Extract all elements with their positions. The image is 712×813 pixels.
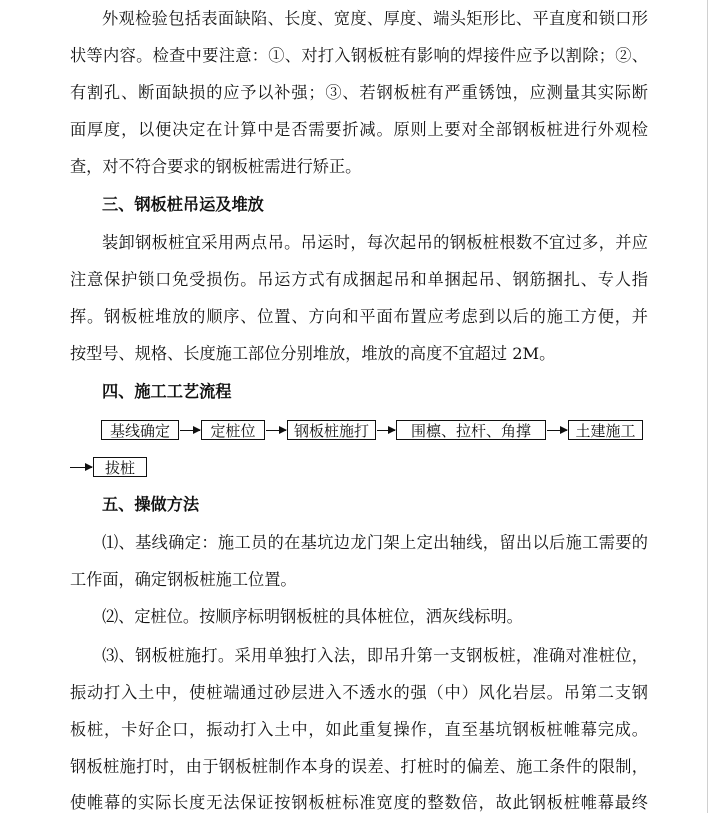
flow-arrow [547, 430, 567, 431]
paragraph-line: 查，对不符合要求的钢板桩需进行矫正。 [70, 157, 362, 176]
flow-arrow [266, 430, 286, 431]
flow-step-pile-position: 定桩位 [201, 420, 265, 440]
section-heading-4: 四、施工工艺流程 [102, 382, 232, 401]
paragraph-line: ⑵、定桩位。按顺序标明钢板桩的具体桩位，洒灰线标明。 [102, 607, 523, 626]
paragraph-line: 按型号、规格、长度施工部位分别堆放，堆放的高度不宜超过 2M。 [70, 344, 556, 363]
flow-step-civil-works: 土建施工 [568, 420, 643, 440]
paragraph-line: 注意保护锁口免受损伤。吊运方式有成捆起吊和单捆起吊、钢筋捆扎、专人指 [70, 270, 648, 289]
page-edge-divider [707, 0, 708, 813]
flow-step-driving: 钢板桩施打 [287, 420, 376, 440]
paragraph-line: 钢板桩施打时，由于钢板桩制作本身的误差、打桩时的偏差、施工条件的限制， [70, 757, 648, 776]
paragraph-line: 外观检验包括表面缺陷、长度、宽度、厚度、端头矩形比、平直度和锁口形 [102, 9, 648, 28]
paragraph-line: 装卸钢板桩宜采用两点吊。吊运时，每次起吊的钢板桩根数不宜过多，并应 [102, 233, 648, 252]
paragraph-line: ⑴、基线确定：施工员的在基坑边龙门架上定出轴线，留出以后施工需要的 [102, 533, 648, 552]
flow-arrow [180, 430, 200, 431]
paragraph-line: 板桩，卡好企口，振动打入土中，如此重复操作，直至基坑钢板桩帷幕完成。 [70, 720, 648, 739]
paragraph-line: 挥。钢板桩堆放的顺序、位置、方向和平面布置应考虑到以后的施工方便，并 [70, 307, 648, 326]
flow-step-pile-extraction: 拔桩 [93, 457, 147, 477]
flow-step-bracing: 围檩、拉杆、角撑 [396, 420, 546, 440]
flow-step-baseline: 基线确定 [101, 420, 179, 440]
paragraph-line: 面厚度，以便决定在计算中是否需要折减。原则上要对全部钢板桩进行外观检 [70, 120, 648, 139]
flow-arrow [377, 430, 395, 431]
paragraph-line: 状等内容。检查中要注意：①、对打入钢板桩有影响的焊接件应予以割除；②、 [70, 46, 648, 65]
paragraph-line: ⑶、钢板桩施打。采用单独打入法，即吊升第一支钢板桩，准确对准桩位， [102, 646, 648, 665]
section-heading-3: 三、钢板桩吊运及堆放 [102, 195, 264, 214]
flow-arrow [70, 467, 92, 468]
section-heading-5: 五、操做方法 [102, 495, 200, 514]
paragraph-line: 振动打入土中，使桩端通过砂层进入不透水的强（中）风化岩层。吊第二支钢 [70, 683, 648, 702]
paragraph-line: 工作面，确定钢板桩施工位置。 [70, 570, 297, 589]
paragraph-line: 有割孔、断面缺损的应予以补强；③、若钢板桩有严重锈蚀，应测量其实际断 [70, 83, 648, 102]
paragraph-line: 使帷幕的实际长度无法保证按钢板桩标准宽度的整数倍，故此钢板桩帷幕最终 [70, 793, 648, 812]
